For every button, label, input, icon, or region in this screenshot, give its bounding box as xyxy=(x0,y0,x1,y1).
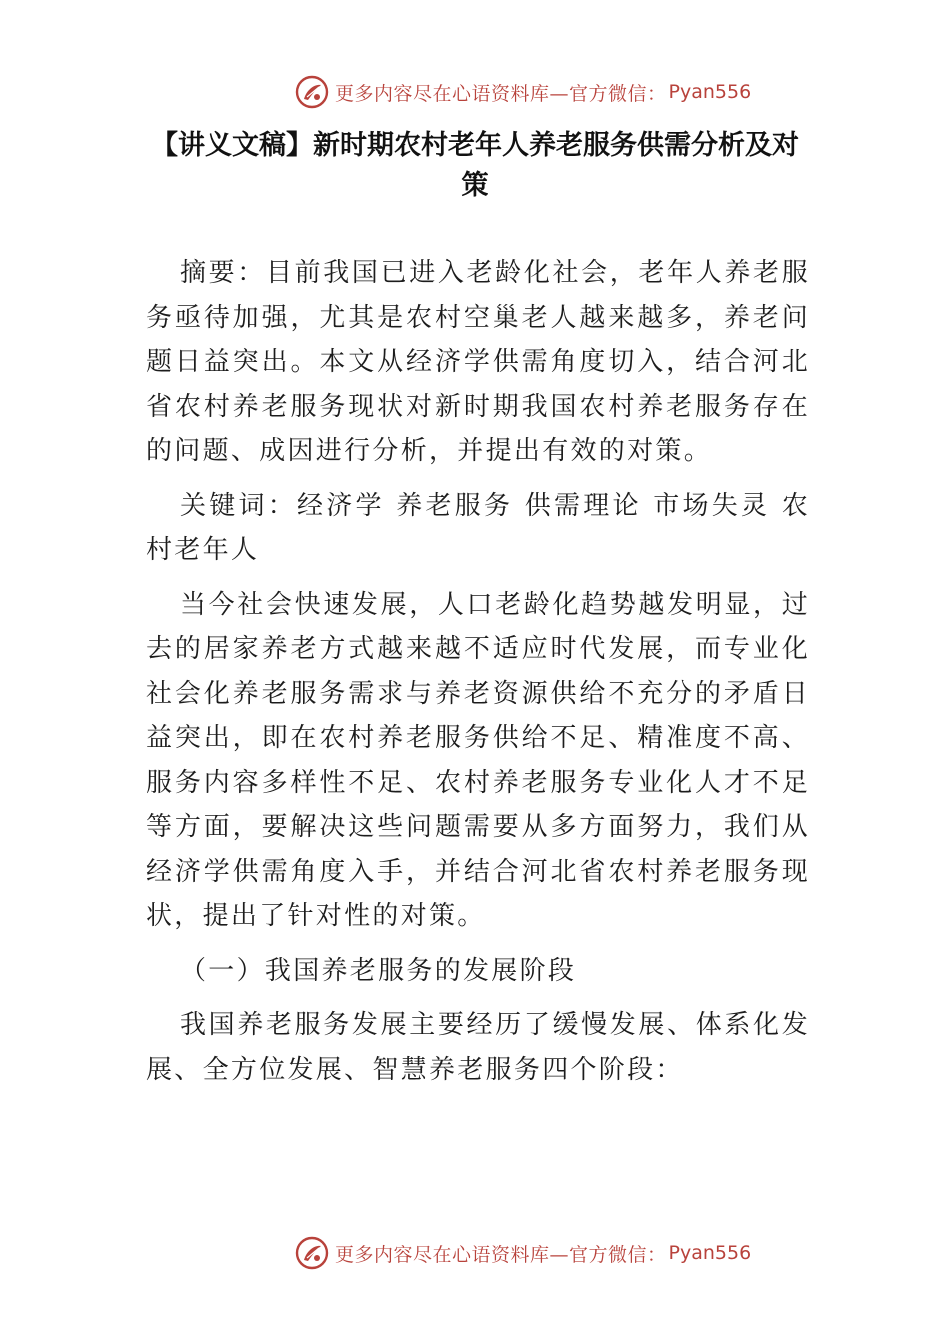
section-paragraph: 我国养老服务发展主要经历了缓慢发展、体系化发展、全方位发展、智慧养老服务四个阶段： xyxy=(146,1010,810,1085)
watermark-text: 更多内容尽在心语资料库—官方微信： xyxy=(335,82,667,105)
document-title: 【讲义文稿】新时期农村老年人养老服务供需分析及对策 xyxy=(151,130,799,201)
abstract-paragraph: 摘要：目前我国已进入老龄化社会，老年人养老服务亟待加强，尤其是农村空巢老人越来越多，养老问题日益突出。本文从经济学供需角度切入，结合河北省农村养老服务现状对新时期我国农村养老服务存在的问题、成因进行分析，并提出有效的对策。 xyxy=(146,258,810,466)
watermark-wechat-id: Pyan556 xyxy=(668,81,752,103)
watermark-wechat-id: Pyan556 xyxy=(668,1242,752,1264)
footer-watermark xyxy=(295,1235,751,1271)
watermark-text: 更多内容尽在心语资料库—官方微信： xyxy=(335,1243,667,1266)
header-watermark xyxy=(295,74,751,110)
seal-logo-icon xyxy=(295,1236,329,1270)
document-body xyxy=(146,251,810,1102)
keywords-paragraph: 关键词：经济学 养老服务 供需理论 市场失灵 农村老年人 xyxy=(146,490,810,565)
intro-paragraph: 当今社会快速发展，人口老龄化趋势越发明显，过去的居家养老方式越来越不适应时代发展，而专业化社会化养老服务需求与养老资源供给不充分的矛盾日益突出，即在农村养老服务供给不足、精准度不高、服务内容多样性不足、农村养老服务专业化人才不足等方面，要解决这些问题需要从多方面努力，我们从经济学供需角度入手，并结合河北省农村养老服务现状，提出了针对性的对策。 xyxy=(146,589,810,931)
section-heading: （一）我国养老服务的发展阶段 xyxy=(180,955,577,986)
seal-logo-icon xyxy=(295,75,329,109)
